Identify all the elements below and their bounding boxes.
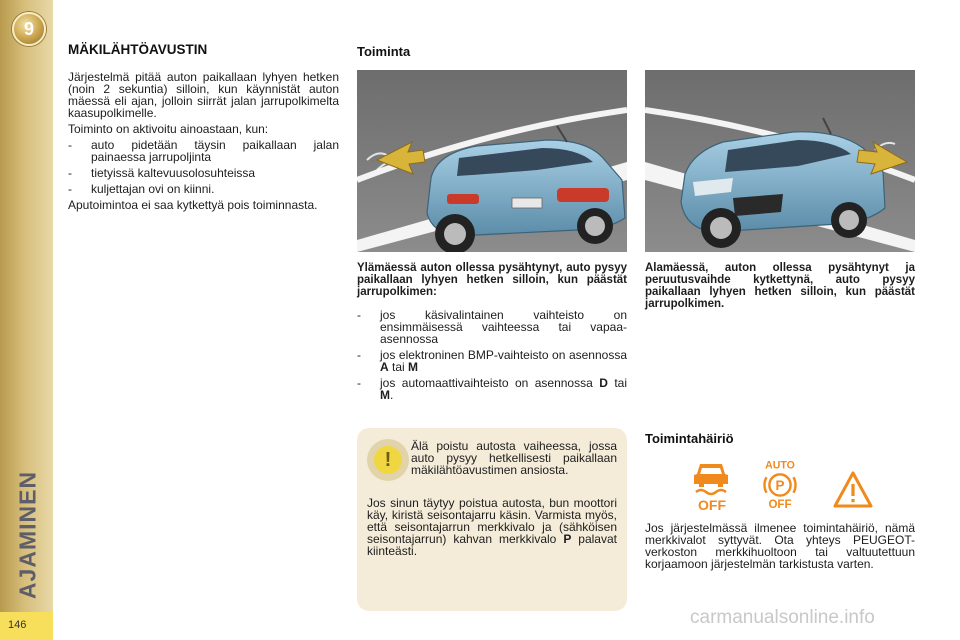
list-item: - jos elektroninen BMP-vaihteisto on asennossa A tai M: [357, 349, 627, 373]
downhill-caption: Alamäessä, auton ollessa pysähtynyt ja peruutusvaihde kytkettynä, auto pysyy paikallaan lyhyen hetken silloin, kun päästät jarrupolkimen.: [645, 262, 915, 310]
watermark: carmanualsonline.info: [690, 607, 875, 628]
uphill-conditions-list: [357, 309, 627, 401]
section-label: [8, 460, 48, 610]
list-item: - kuljettajan ovi on kiinni.: [68, 183, 339, 195]
fault-description: Jos järjestelmässä ilmenee toimintahäiriö, nämä merkkivalot syttyvät. Ota yhteys PEUGEOT-verkoston merkkihuoltoon tai valtuutettuun korjaamoon järjestelmän tarkistusta varten.: [645, 521, 915, 571]
esp-off-icon: [690, 460, 734, 512]
hill-start-description: [68, 71, 339, 215]
uphill-conditions: [357, 309, 627, 405]
warning-triangle-icon: [833, 464, 873, 516]
svg-text:AUTO: AUTO: [765, 459, 795, 472]
exclamation-icon: !: [367, 439, 409, 481]
list-item: - jos automaattivaihteisto on asennossa D tai M.: [357, 377, 627, 401]
list-item: - auto pidetään täysin paikallaan jalan painaessa jarrupoljinta: [68, 139, 339, 163]
cannot-disable-note: Aputoimintoa ei saa kytkettyä pois toiminnasta.: [68, 198, 318, 212]
auto-park-off-icon: [756, 458, 804, 510]
page-number-box: [0, 612, 53, 640]
section-label-text: AJAMINEN: [14, 470, 41, 600]
warning-text-1: Älä poistu autosta vaiheessa, jossa auto pysyy hetkellisesti paikallaan mäkilähtöavustimen ansiosta.: [411, 439, 617, 477]
warning-box: [357, 428, 627, 611]
section-title-fault: Toimintahäiriö: [645, 431, 734, 446]
list-item: - tietyissä kaltevuusolosuhteissa: [68, 167, 339, 179]
section-title-operation: Toiminta: [357, 44, 411, 59]
page-number: 146: [8, 619, 27, 631]
svg-text:OFF: OFF: [698, 497, 726, 512]
chapter-number: 9: [23, 19, 34, 39]
svg-text:P: P: [775, 477, 785, 493]
list-item: - jos käsivalintainen vaihteisto on ensimmäisessä vaihteessa tai vapaa-asennossa: [357, 309, 627, 345]
active-only-paragraph: Toiminto on aktivoitu ainoastaan, kun:: [68, 122, 269, 136]
car-uphill-illustration: [357, 70, 627, 252]
car-uphill-photo: [357, 70, 627, 252]
intro-paragraph: Järjestelmä pitää auton paikallaan lyhyen hetken (noin 2 sekuntia) silloin, kun käynnistät auton mäessä eli ajan, jolloin siirrät jalan jarrupolkimelta kaasupolkimelle.: [68, 70, 339, 120]
car-downhill-illustration: [645, 70, 915, 252]
car-downhill-photo: [645, 70, 915, 252]
chapter-number-badge: [12, 12, 46, 46]
section-title-hill-start: MÄKILÄHTÖAVUSTIN: [68, 42, 208, 57]
svg-text:OFF: OFF: [768, 499, 792, 510]
warning-text-2: Jos sinun täytyy poistua autosta, bun moottori käy, kiristä seisontajarru käsin. Varmista myös, että seisontajarrun merkkivalo ja (sähköisen seisontajarrun) kahvan merkkivalo P palavat kiinteästi.: [367, 496, 617, 558]
uphill-caption: Ylämäessä auton ollessa pysähtynyt, auto pysyy paikallaan lyhyen hetken silloin, kun päästät jarrupolkimen:: [357, 262, 627, 298]
conditions-list: [68, 139, 339, 195]
